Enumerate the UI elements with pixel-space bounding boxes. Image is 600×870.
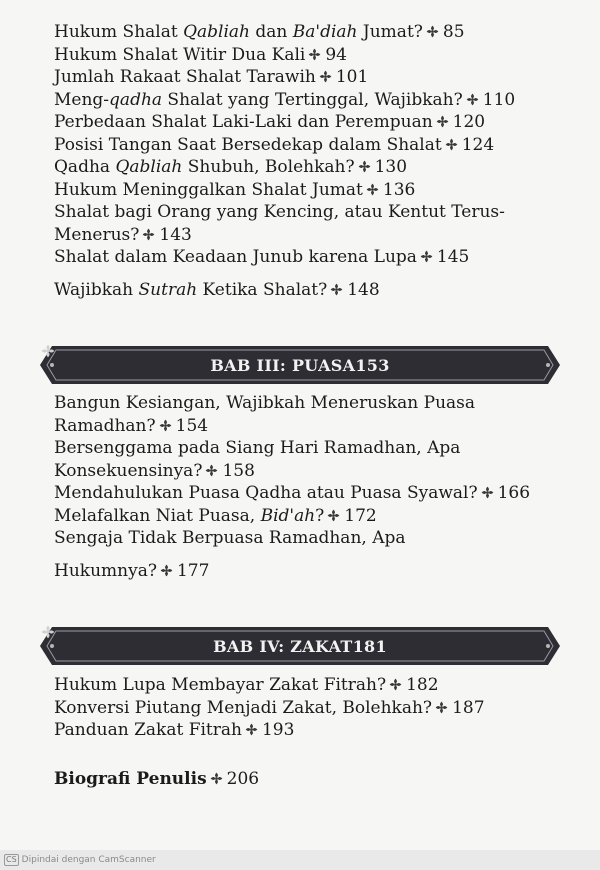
toc-entry-page: 154 bbox=[175, 415, 209, 436]
scanner-footer bbox=[0, 850, 600, 870]
toc-entry bbox=[54, 460, 530, 483]
toc-entry-title-part: Wajibkah bbox=[54, 279, 139, 300]
toc-entry-page: 206 bbox=[226, 769, 260, 789]
toc-entry bbox=[54, 224, 515, 247]
toc-entry-title-part: Shubuh, Bolehkah? bbox=[182, 157, 355, 177]
toc-entry bbox=[54, 179, 515, 202]
chapter-heading-page: 181 bbox=[352, 636, 387, 656]
toc-entry-title-part: Mendahulukan Puasa Qadha atau Puasa Syawal? bbox=[54, 483, 478, 503]
toc-entry-title-part: Bangun Kesiangan, Wajibkah Meneruskan Puasa bbox=[54, 393, 476, 413]
toc-entry bbox=[54, 392, 530, 415]
toc-entry-title-part: Ba'diah bbox=[292, 22, 358, 42]
flower-ornament-icon bbox=[245, 723, 258, 736]
toc-entry bbox=[54, 482, 530, 505]
flower-ornament-icon bbox=[308, 48, 321, 61]
toc-entry-title-part: Hukumnya? bbox=[54, 560, 157, 581]
flower-ornament-icon bbox=[41, 625, 55, 639]
toc-entry-title-part: Panduan Zakat Fitrah bbox=[54, 720, 242, 740]
toc-entry-title-part: Ketika Shalat? bbox=[197, 279, 328, 300]
toc-list-shalat bbox=[54, 21, 515, 301]
toc-entry bbox=[54, 156, 515, 179]
flower-ornament-icon bbox=[319, 70, 332, 83]
toc-entry-title-part: Jumat? bbox=[357, 22, 423, 42]
toc-entry-page: 110 bbox=[482, 89, 516, 110]
chapter-heading-label: BAB IV: ZAKAT bbox=[213, 636, 353, 656]
flower-ornament-icon bbox=[389, 678, 402, 691]
toc-entry-title-part: Menerus? bbox=[54, 224, 140, 245]
toc-entry-page: 124 bbox=[461, 134, 495, 155]
toc-entry-title-part: Sengaja Tidak Berpuasa Ramadhan, Apa bbox=[54, 528, 406, 548]
toc-entry-title-part: Jumlah Rakaat Shalat Tarawih bbox=[54, 67, 316, 87]
toc-entry-title-part: Konsekuensinya? bbox=[54, 460, 203, 481]
flower-ornament-icon bbox=[435, 701, 448, 714]
toc-entry-title-part: Shalat bagi Orang yang Kencing, atau Kentut Terus- bbox=[54, 202, 505, 222]
toc-entry-title-part: Konversi Piutang Menjadi Zakat, Bolehkah? bbox=[54, 697, 433, 718]
toc-entry-title-part: Hukum Shalat Witir Dua Kali bbox=[54, 44, 306, 65]
toc-list-biografi bbox=[54, 768, 259, 791]
toc-entry bbox=[54, 89, 515, 112]
toc-entry-title-part: Shalat dalam Keadaan Junub karena Lupa bbox=[54, 247, 417, 267]
toc-entry-title-part: Sutrah bbox=[138, 279, 198, 300]
toc-entry bbox=[54, 279, 515, 302]
chapter-heading-label: BAB III: PUASA bbox=[210, 355, 356, 375]
flower-ornament-icon bbox=[366, 183, 379, 196]
chapter-banner-zakat bbox=[38, 625, 562, 667]
toc-entry-title-part: qadha bbox=[109, 89, 163, 110]
flower-ornament-icon bbox=[330, 283, 343, 296]
scanner-footer-text: Dipindai dengan CamScanner bbox=[21, 855, 156, 865]
toc-entry bbox=[54, 697, 485, 720]
toc-entry-title-part: Qabliah bbox=[115, 157, 183, 177]
toc-entry-title-part: Shalat yang Tertinggal, Wajibkah? bbox=[162, 89, 463, 110]
flower-ornament-icon bbox=[41, 344, 55, 358]
toc-entry-title-part: Hukum Shalat bbox=[54, 22, 184, 42]
toc-entry-title-part: Posisi Tangan Saat Bersedekap dalam Shalat bbox=[54, 134, 442, 155]
flower-ornament-icon bbox=[160, 564, 173, 577]
toc-entry bbox=[54, 21, 515, 44]
toc-entry-page: 172 bbox=[344, 505, 377, 526]
toc-entry bbox=[54, 246, 515, 269]
toc-entry-page: 85 bbox=[442, 22, 465, 42]
flower-ornament-icon bbox=[205, 464, 218, 477]
toc-entry-page: 166 bbox=[497, 483, 531, 503]
toc-entry-page: 143 bbox=[159, 224, 192, 245]
toc-entry bbox=[54, 505, 530, 528]
toc-list-puasa bbox=[54, 392, 530, 582]
toc-entry bbox=[54, 66, 515, 89]
toc-entry-page: 130 bbox=[374, 157, 408, 177]
toc-entry-page: 101 bbox=[335, 67, 369, 87]
toc-entry bbox=[54, 674, 485, 697]
toc-entry-title-part: Melafalkan Niat Puasa, bbox=[54, 505, 261, 526]
toc-entry bbox=[54, 44, 515, 67]
flower-ornament-icon bbox=[142, 228, 155, 241]
toc-entry-title-part: Bid'ah bbox=[260, 505, 316, 526]
toc-entry bbox=[54, 201, 515, 224]
toc-entry-title-part: Ramadhan? bbox=[54, 415, 156, 436]
toc-entry-title-part: Qabliah bbox=[183, 22, 251, 42]
toc-entry-title-part: Bersenggama pada Siang Hari Ramadhan, Apa bbox=[54, 438, 461, 458]
toc-entry bbox=[54, 111, 515, 134]
flower-ornament-icon bbox=[466, 93, 479, 106]
toc-entry-page: 120 bbox=[452, 112, 486, 132]
toc-entry-page: 145 bbox=[436, 247, 470, 267]
toc-entry-page: 182 bbox=[406, 675, 439, 695]
flower-ornament-icon bbox=[481, 486, 494, 499]
toc-entry-title-part: Perbedaan Shalat Laki-Laki dan Perempuan bbox=[54, 112, 433, 132]
flower-ornament-icon bbox=[159, 419, 172, 432]
toc-entry-page: 177 bbox=[176, 560, 210, 581]
camscanner-logo: CS bbox=[6, 855, 17, 864]
toc-entry bbox=[54, 527, 530, 550]
toc-entry bbox=[54, 560, 530, 583]
flower-ornament-icon bbox=[420, 250, 433, 263]
flower-ornament-icon bbox=[426, 25, 439, 38]
chapter-banner-puasa bbox=[38, 344, 562, 386]
toc-entry-page: 136 bbox=[382, 179, 416, 200]
toc-entry bbox=[54, 719, 485, 742]
toc-entry-page: 158 bbox=[222, 460, 255, 481]
toc-entry bbox=[54, 415, 530, 438]
toc-entry bbox=[54, 437, 530, 460]
flower-ornament-icon bbox=[445, 138, 458, 151]
toc-entry-page: 148 bbox=[347, 279, 380, 300]
toc-entry-page: 193 bbox=[261, 720, 295, 740]
toc-entry-page: 187 bbox=[452, 697, 485, 718]
toc-list-zakat bbox=[54, 674, 485, 742]
toc-entry-title-part: Meng- bbox=[54, 89, 110, 110]
flower-ornament-icon bbox=[436, 115, 449, 128]
toc-entry bbox=[54, 134, 515, 157]
toc-entry-title-part: Qadha bbox=[54, 157, 116, 177]
toc-entry-title-part: Hukum Meninggalkan Shalat Jumat bbox=[54, 179, 363, 200]
toc-entry-page: 94 bbox=[325, 44, 347, 65]
toc-entry bbox=[54, 768, 259, 791]
toc-entry-title-part: Biografi Penulis bbox=[54, 769, 207, 789]
toc-entry-title-part: ? bbox=[315, 505, 325, 526]
chapter-heading-page: 153 bbox=[355, 355, 390, 375]
flower-ornament-icon bbox=[358, 160, 371, 173]
toc-entry-title-part: Hukum Lupa Membayar Zakat Fitrah? bbox=[54, 675, 387, 695]
flower-ornament-icon bbox=[210, 772, 223, 785]
toc-entry-title-part: dan bbox=[250, 22, 293, 42]
flower-ornament-icon bbox=[327, 509, 340, 522]
